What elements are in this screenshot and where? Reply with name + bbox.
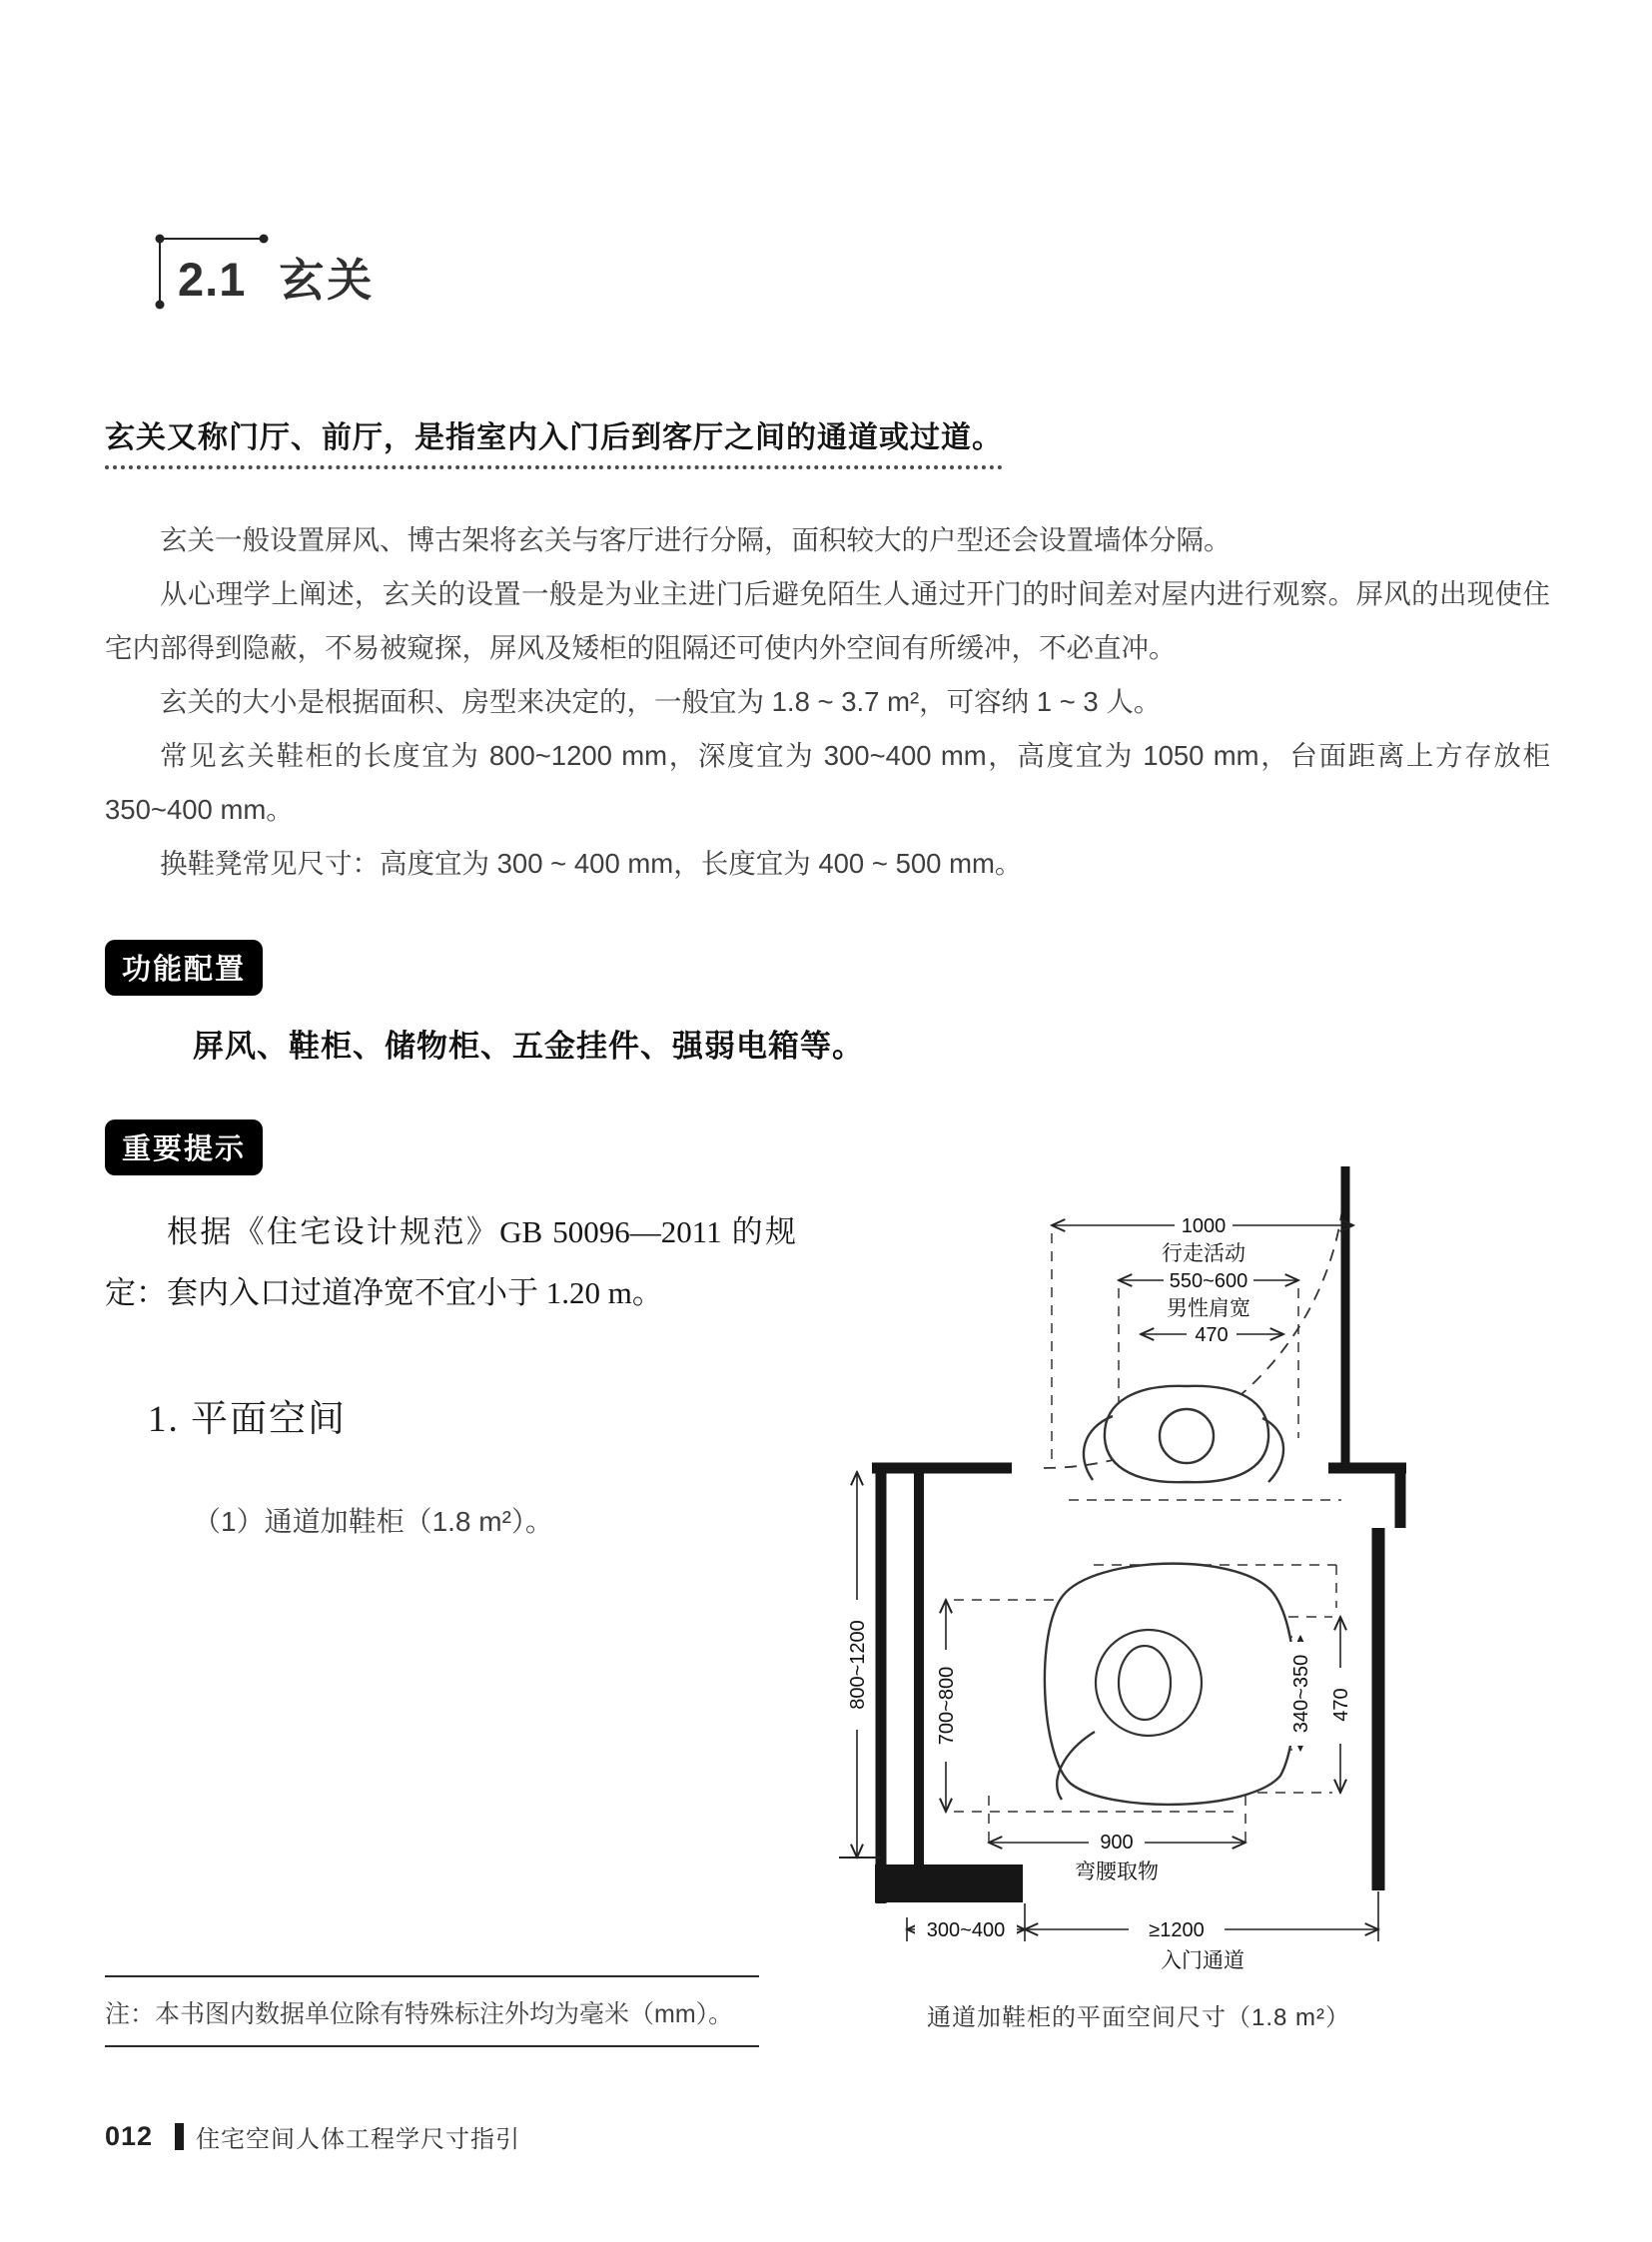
footer-divider-icon xyxy=(175,2123,184,2150)
floor-plan-diagram xyxy=(589,1138,1418,1977)
paragraph: 常见玄关鞋柜的长度宜为 800~1200 mm，深度宜为 300~400 mm，高度宜为 1050 mm，台面距离上方存放柜 350~400 mm。 xyxy=(105,740,1550,825)
unit-note: 注：本书图内数据单位除有特殊标注外均为毫米（mm）。 xyxy=(105,1975,759,2047)
chapter-name: 玄关 xyxy=(279,255,376,306)
dim-walking-width: 550~600 xyxy=(1169,1270,1248,1292)
dim-shoulder-width: 470 xyxy=(1195,1324,1229,1346)
body-text xyxy=(105,513,1550,891)
plan-space-item: （1）通道加鞋柜（1.8 m²）。 xyxy=(193,1506,553,1537)
function-config-badge: 功能配置 xyxy=(105,940,263,996)
dim-cabinet-length: 800~1200 xyxy=(847,1620,869,1710)
bending-person-figure xyxy=(1045,1564,1295,1805)
dim-shoulder-label: 男性肩宽 xyxy=(1167,1297,1250,1320)
diagram-caption: 通道加鞋柜的平面空间尺寸（1.8 m²） xyxy=(927,2004,1351,2031)
function-config-content: 屏风、鞋柜、储物柜、五金挂件、强弱电箱等。 xyxy=(193,1029,864,1064)
book-title: 住宅空间人体工程学尺寸指引 xyxy=(196,2126,521,2153)
intro-sentence: 玄关又称门厅、前厅，是指室内入门后到客厅之间的通道或过道。 xyxy=(105,412,1003,469)
dim-cabinet-depth: 300~400 xyxy=(926,1919,1006,1941)
paragraph: 玄关一般设置屏风、博古架将玄关与客厅进行分隔，面积较大的户型还会设置墙体分隔。 xyxy=(160,524,1232,555)
dim-entry-width: ≥1200 xyxy=(1149,1919,1205,1941)
page-footer xyxy=(105,2119,520,2154)
dim-top-width: 1000 xyxy=(1181,1215,1227,1237)
dim-reach-width: 900 xyxy=(1100,1832,1134,1854)
chapter-number: 2.1 xyxy=(178,253,247,306)
dim-body-width: 470 xyxy=(1330,1688,1352,1722)
paragraph: 玄关的大小是根据面积、房型来决定的，一般宜为 1.8 ~ 3.7 m²，可容纳 1 ~ 3 人。 xyxy=(160,686,1162,717)
dim-walking-label: 行走活动 xyxy=(1162,1242,1245,1265)
dim-bend-depth: 700~800 xyxy=(936,1666,958,1746)
plan-space-heading: 1. 平面空间 xyxy=(148,1399,347,1440)
page-number: 012 xyxy=(105,2121,154,2151)
paragraph: 从心理学上阐述，玄关的设置一般是为业主进门后避免陌生人通过开门的时间差对屋内进行观察。屏风的出现使住宅内部得到隐蔽，不易被窥探，屏风及矮柜的阻隔还可使内外空间有所缓冲，不必直冲。 xyxy=(105,578,1550,663)
paragraph: 换鞋凳常见尺寸：高度宜为 300 ~ 400 mm，长度宜为 400 ~ 500 mm。 xyxy=(160,848,1023,879)
dim-entry-label: 入门通道 xyxy=(1161,1949,1244,1972)
dim-body-depth: 340~350 xyxy=(1290,1654,1312,1734)
standing-person-figure xyxy=(1084,1386,1283,1482)
page-title xyxy=(178,244,375,309)
dim-reach-label: 弯腰取物 xyxy=(1075,1861,1159,1883)
important-tips-badge: 重要提示 xyxy=(105,1120,263,1175)
important-tips-content: 根据《住宅设计规范》GB 50096—2011 的规定：套内入口过道净宽不宜小于 1.20 m。 xyxy=(105,1214,796,1310)
